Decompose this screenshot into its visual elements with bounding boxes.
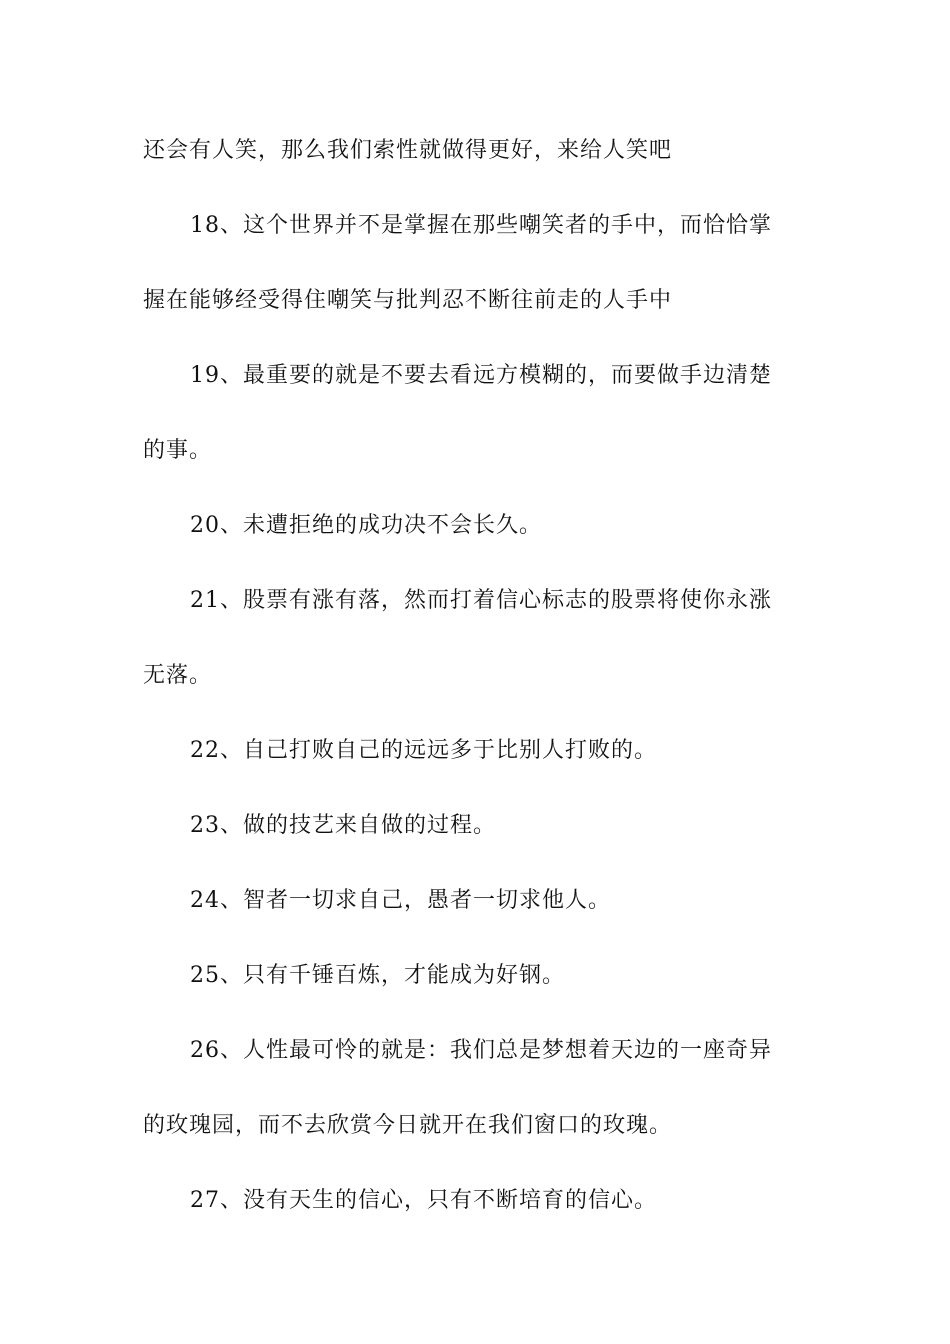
quote-21-line-1: 21、股票有涨有落，然而打着信心标志的股票将使你永涨 (190, 588, 772, 613)
quote-22: 22、自己打败自己的远远多于比别人打败的。 (190, 738, 657, 763)
quote-19-line-1: 19、最重要的就是不要去看远方模糊的，而要做手边清楚 (190, 363, 772, 388)
quote-26-line-2: 的玫瑰园，而不去欣赏今日就开在我们窗口的玫瑰。 (143, 1113, 673, 1138)
quote-25: 25、只有千锤百炼，才能成为好钢。 (190, 963, 565, 988)
quote-20: 20、未遭拒绝的成功决不会长久。 (190, 513, 542, 538)
quote-26-line-1: 26、人性最可怜的就是：我们总是梦想着天边的一座奇异 (190, 1038, 772, 1063)
quote-24: 24、智者一切求自己，愚者一切求他人。 (190, 888, 611, 913)
quote-18-line-2: 握在能够经受得住嘲笑与批判忍不断往前走的人手中 (143, 288, 673, 313)
quote-27: 27、没有天生的信心，只有不断培育的信心。 (190, 1188, 657, 1213)
quote-19-line-2: 的事。 (143, 438, 213, 463)
quote-23: 23、做的技艺来自做的过程。 (190, 813, 496, 838)
quote-18-line-1: 18、这个世界并不是掌握在那些嘲笑者的手中，而恰恰掌 (190, 213, 772, 238)
quote-21-line-2: 无落。 (143, 663, 213, 688)
text-line: 还会有人笑，那么我们索性就做得更好，来给人笑吧 (143, 138, 673, 163)
